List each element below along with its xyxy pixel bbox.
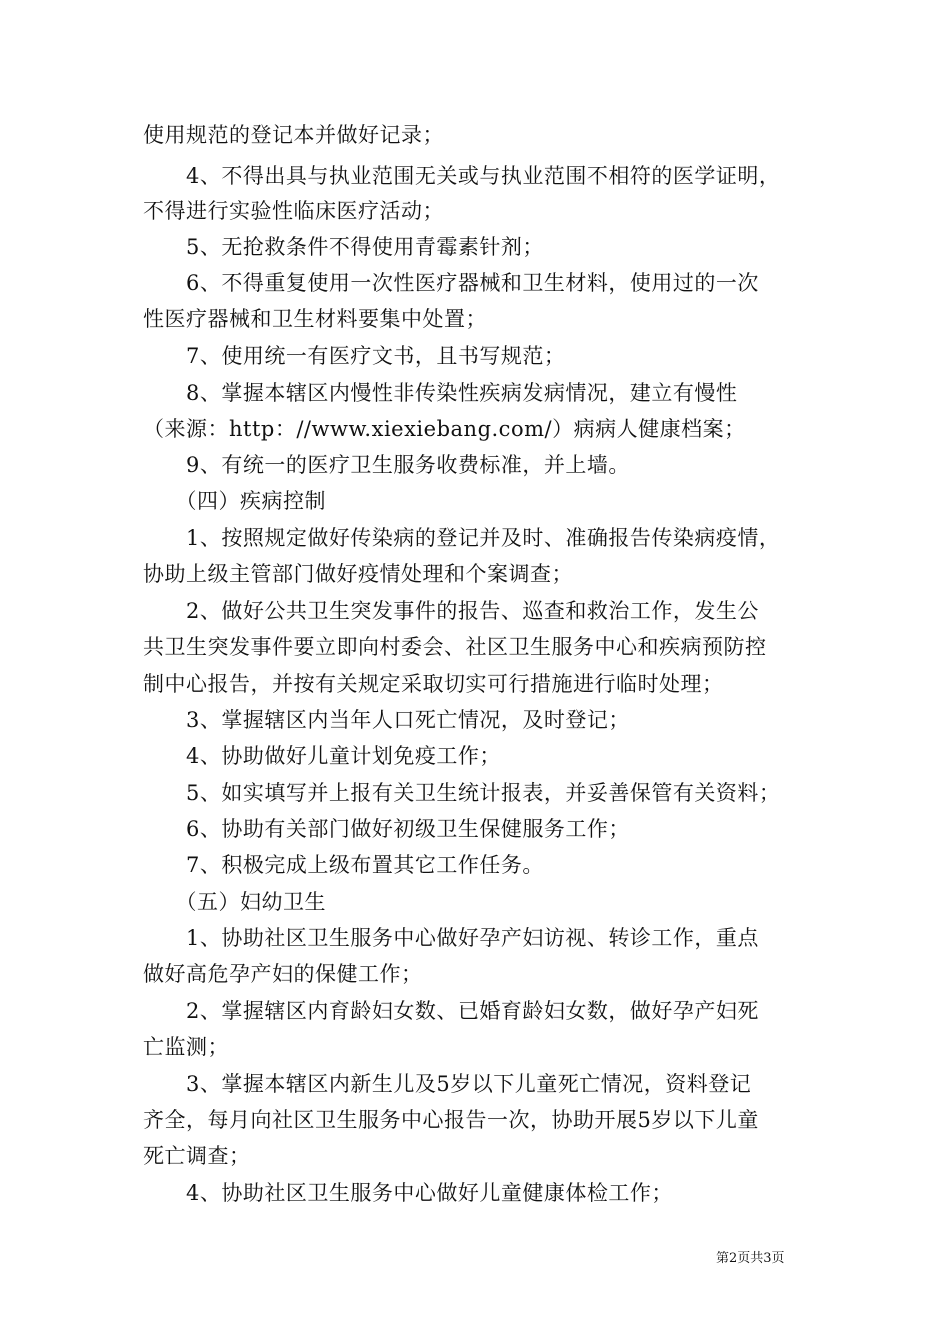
text-line: 6、协助有关部门做好初级卫生保健服务工作；: [143, 817, 630, 841]
text-line: 使用规范的登记本并做好记录；: [143, 123, 444, 147]
page-number: 第2页共3页: [716, 1251, 785, 1266]
text-line: 协助上级主管部门做好疫情处理和个案调查；: [143, 562, 573, 586]
text-line: 3、掌握辖区内当年人口死亡情况，及时登记；: [143, 708, 630, 732]
text-line: 7、积极完成上级布置其它工作任务。: [143, 853, 544, 877]
text-line: 1、按照规定做好传染病的登记并及时、准确报告传染病疫情，: [143, 526, 781, 550]
text-line: 4、协助社区卫生服务中心做好儿童健康体检工作；: [143, 1181, 673, 1205]
text-line: 共卫生突发事件要立即向村委会、社区卫生服务中心和疾病预防控: [143, 635, 767, 659]
text-line: 齐全，每月向社区卫生服务中心报告一次，协助开展5岁以下儿童: [143, 1108, 759, 1132]
text-line: 6、不得重复使用一次性医疗器械和卫生材料，使用过的一次: [143, 271, 759, 295]
text-line: 3、掌握本辖区内新生儿及5岁以下儿童死亡情况，资料登记: [143, 1072, 752, 1096]
text-line: 4、协助做好儿童计划免疫工作；: [143, 744, 501, 768]
text-line: 2、做好公共卫生突发事件的报告、巡查和救治工作，发生公: [143, 599, 759, 623]
text-line: 8、掌握本辖区内慢性非传染性疾病发病情况，建立有慢性: [143, 381, 738, 405]
text-line: 7、使用统一有医疗文书，且书写规范；: [143, 344, 566, 368]
text-line: 亡监测；: [143, 1035, 229, 1059]
text-line: 不得进行实验性临床医疗活动；: [143, 199, 444, 223]
text-line: 4、不得出具与执业范围无关或与执业范围不相符的医学证明，: [143, 164, 781, 188]
section-heading: （五）妇幼卫生: [143, 890, 326, 914]
text-line: 做好高危孕产妇的保健工作；: [143, 962, 423, 986]
text-line: 2、掌握辖区内育龄妇女数、已婚育龄妇女数，做好孕产妇死: [143, 999, 759, 1023]
section-heading: （四）疾病控制: [143, 489, 326, 513]
text-line: 9、有统一的医疗卫生服务收费标准，并上墙。: [143, 453, 630, 477]
text-line: 性医疗器械和卫生材料要集中处置；: [143, 307, 487, 331]
text-line: 死亡调查；: [143, 1144, 251, 1168]
text-line: （来源：http：//www.xiexiebang.com/）病病人健康档案；: [143, 417, 746, 441]
text-line: 制中心报告，并按有关规定采取切实可行措施进行临时处理；: [143, 672, 724, 696]
text-line: 5、无抢救条件不得使用青霉素针剂；: [143, 235, 544, 259]
text-line: 1、协助社区卫生服务中心做好孕产妇访视、转诊工作，重点: [143, 926, 759, 950]
text-line: 5、如实填写并上报有关卫生统计报表，并妥善保管有关资料；: [143, 781, 781, 805]
